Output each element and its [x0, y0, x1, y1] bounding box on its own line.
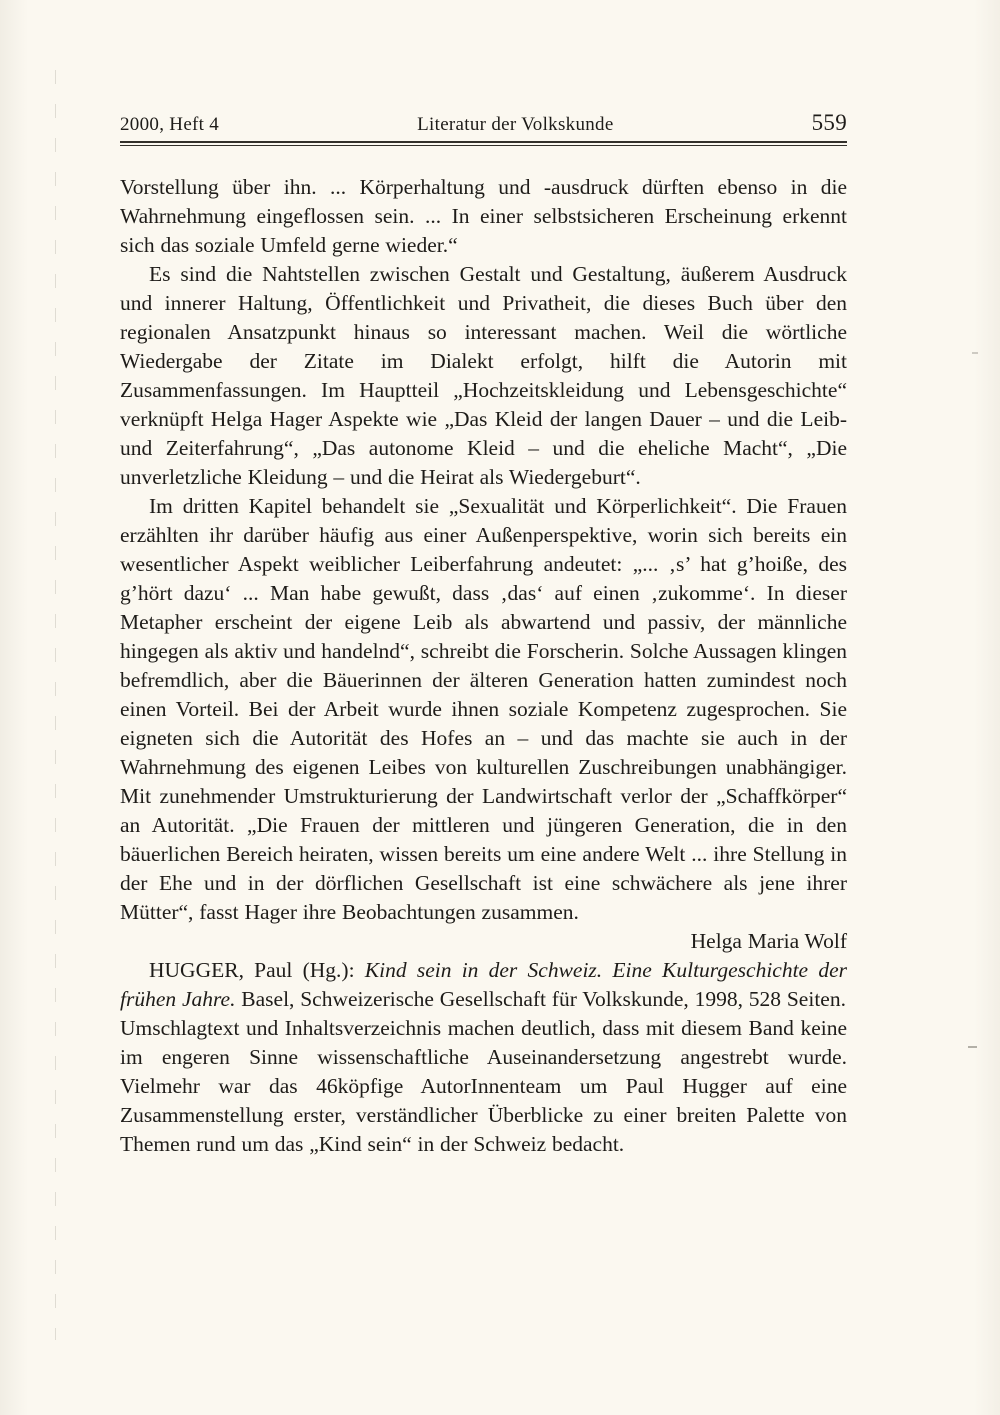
scan-artifact-right-mark — [968, 1046, 977, 1048]
review2-paragraph-1: Umschlagtext und Inhaltsverzeichnis machen deutlich, dass mit diesem Band keine im engeren Sinne wissenschaftliche Auseinandersetzung angestrebt wurde. Vielmehr war das 46köpfige AutorInnenteam um Paul Hugger auf eine Zusammenstellung erster, verständlicher Überblicke zu einer breiten Palette von Themen rund um das „Kind sein“ in der Schweiz bedacht. — [120, 1016, 847, 1156]
citation-book-title: Kind sein in der Schweiz. Eine Kulturgeschichte der frühen Jahre. — [120, 958, 847, 1011]
page-body — [120, 173, 847, 1159]
book-citation — [120, 956, 847, 1014]
page-number: 559 — [811, 110, 847, 135]
scan-artifact-right-mark-2 — [972, 352, 978, 354]
scan-artifact-left-edge — [55, 70, 56, 1340]
review1-author-signature: Helga Maria Wolf — [690, 929, 847, 953]
page-header — [120, 110, 847, 136]
review1-paragraph-3: Im dritten Kapitel behandelt sie „Sexualität und Körperlichkeit“. Die Frauen erzählten ihr darüber häufig aus einer Außenperspektive, worin sich bereits ein wesentlicher Aspekt weiblicher Leiberfahrung andeutet: „... ‚s’ hat g’hoiße, des g’hört dazu‘ ... Man habe gewußt, dass ‚das‘ auf einen ‚zukomme‘. In dieser Metapher erscheint der eigene Leib als abwartend und passiv, der männliche hingegen als aktiv und handelnd“, schreibt die Forscherin. Solche Aussagen klingen befremdlich, aber die Bäuerinnen der älteren Generation hatten zumindest noch einen Vorteil. Bei der Arbeit wurde ihnen soziale Kompetenz zugesprochen. Sie eigneten sich die Autorität des Hofes an – und das machte sie auch in der Wahrnehmung des eigenen Leibes von kulturellen Zuschreibungen unabhängiger. Mit zunehmender Umstrukturierung der Landwirtschaft verlor der „Schaffkörper“ an Autorität. „Die Frauen der mittleren und jüngeren Generation, die in den bäuerlichen Bereich heiraten, wissen bereits um eine andere Welt ... ihre Stellung in der Ehe und in der dörflichen Gesellschaft ist eine schwächere als jene ihrer Mütter“, fasst Hager ihre Beobachtungen zusammen. — [120, 494, 847, 924]
journal-section-title: Literatur der Volkskunde — [417, 114, 614, 135]
header-double-rule — [120, 141, 847, 146]
page-content — [120, 110, 847, 1159]
review1-paragraph-2: Es sind die Nahtstellen zwischen Gestalt und Gestaltung, äußerem Ausdruck und innerer Haltung, Öffentlichkeit und Privatheit, die dieses Buch über den regionalen Ansatzpunkt hinaus so interessant machen. Weil die wörtliche Wiedergabe der Zitate im Dialekt erfolgt, hilft die Autorin mit Zusammenfassungen. Im Hauptteil „Hochzeitskleidung und Lebensgeschichte“ verknüpft Helga Hager Aspekte wie „Das Kleid der langen Dauer – und die Leib- und Zeiterfahrung“, „Das autonome Kleid – und die eheliche Macht“, „Die unverletzliche Kleidung – und die Heirat als Wiedergeburt“. — [120, 262, 847, 489]
journal-issue: 2000, Heft 4 — [120, 114, 220, 135]
citation-publisher: Basel, Schweizerische Gesellschaft für Volkskunde, 1998, 528 Seiten. — [235, 987, 846, 1011]
review1-paragraph-1: Vorstellung über ihn. ... Körperhaltung und -ausdruck dürften ebenso in die Wahrnehmung eingeflossen sein. ... In einer selbstsicheren Erscheinung erkennt sich das soziale Umfeld gerne wieder.“ — [120, 175, 847, 257]
citation-author: HUGGER, Paul (Hg.): — [149, 958, 365, 982]
